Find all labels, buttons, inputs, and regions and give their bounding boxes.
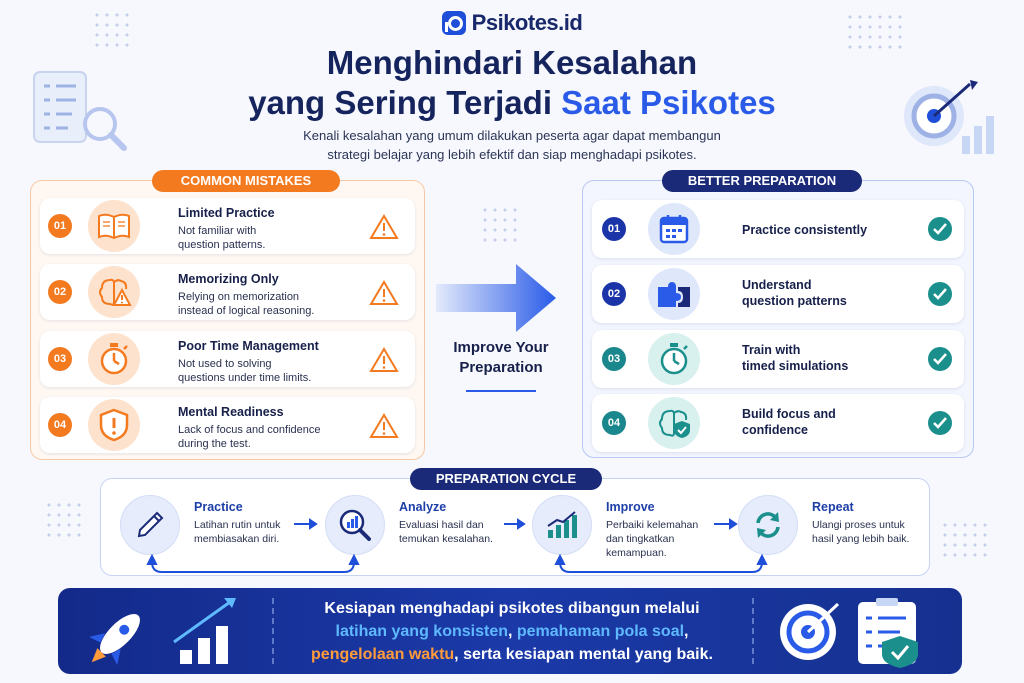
better-card: [592, 200, 964, 258]
subtitle: [232, 126, 792, 164]
cycle-step-title: Repeat: [812, 500, 854, 514]
banner-divider: [752, 598, 754, 664]
brain-warning-icon: [88, 266, 140, 318]
mistake-desc-line: Not familiar with: [178, 225, 257, 237]
better-card: [592, 394, 964, 452]
stopwatch-icon: [88, 333, 140, 385]
better-line: Train with: [742, 343, 801, 357]
check-icon: [928, 282, 952, 306]
banner-message: [282, 597, 742, 666]
better-text: [742, 222, 867, 238]
target-clipboard-icon: [774, 596, 944, 668]
page-title-line1: Menghindari Kesalahan: [326, 44, 698, 81]
improve-line1: Improve Your: [453, 339, 549, 356]
mistake-desc-line: question patterns.: [178, 239, 266, 251]
banner-line3: [282, 643, 742, 666]
brand: [0, 8, 1024, 38]
mistake-card: [40, 331, 415, 387]
mistake-title: Mental Readiness: [178, 405, 284, 419]
subtitle-line2: strategi belajar yang lebih efektif dan siap menghadapi psikotes.: [327, 147, 697, 162]
mistake-card: [40, 264, 415, 320]
book-icon: [88, 200, 140, 252]
banner-tail: , serta kesiapan mental yang baik.: [454, 646, 713, 663]
mistake-desc-line: during the test.: [178, 438, 251, 450]
better-text: [742, 277, 847, 309]
mistake-card: [40, 397, 415, 453]
cycle-desc-line: hasil yang lebih baik.: [812, 533, 910, 545]
better-number: 03: [602, 347, 626, 371]
page-title-part: yang Sering Terjadi: [248, 84, 552, 121]
mistake-description: [178, 290, 314, 318]
better-card: [592, 330, 964, 388]
mistake-card: [40, 198, 415, 254]
banner-line1: Kesiapan menghadapi psikotes dibangun melalui: [324, 600, 700, 617]
mistake-title: Memorizing Only: [178, 272, 279, 286]
page-title-highlight: Saat Psikotes: [561, 84, 776, 121]
mistake-description: [178, 224, 265, 252]
mistake-desc-line: instead of logical reasoning.: [178, 305, 315, 317]
warning-icon: [369, 413, 399, 439]
check-icon: [928, 411, 952, 435]
cycle-desc-line: Perbaiki kelemahan: [606, 519, 699, 531]
cycle-arrows: [100, 500, 930, 580]
cycle-desc-line: Latihan rutin untuk: [194, 519, 281, 531]
better-number: 01: [602, 217, 626, 241]
banner-highlight-patterns: pemahaman pola soal: [516, 623, 685, 640]
better-line: Practice consistently: [742, 223, 868, 237]
preparation-cycle-label: PREPARATION CYCLE: [410, 468, 602, 490]
dot-pattern: [480, 205, 520, 245]
mistake-number: 04: [48, 413, 72, 437]
better-line: question patterns: [742, 294, 847, 308]
calendar-icon: [648, 203, 700, 255]
cycle-step-title: Practice: [194, 500, 243, 514]
better-line: Build focus and: [742, 407, 836, 421]
subtitle-line1: Kenali kesalahan yang umum dilakukan peserta agar dapat membangun: [303, 128, 721, 143]
brand-name: Psikotes.id: [471, 10, 583, 35]
arrow-right-icon: [436, 262, 556, 336]
mistake-description: [178, 423, 320, 451]
cycle-desc-line: dan tingkatkan: [606, 533, 675, 545]
banner-separator: ,: [684, 623, 689, 640]
stopwatch-icon: [648, 333, 700, 385]
shield-alert-icon: [88, 399, 140, 451]
mistake-number: 01: [48, 214, 72, 238]
mistake-number: 02: [48, 280, 72, 304]
check-icon: [928, 347, 952, 371]
mistake-number: 03: [48, 347, 72, 371]
banner-separator: ,: [507, 623, 517, 640]
dot-pattern: [940, 520, 990, 560]
brain-shield-icon: [648, 397, 700, 449]
cycle-desc-line: membiasakan diri.: [194, 533, 280, 545]
better-number: 04: [602, 411, 626, 435]
mistake-desc-line: Lack of focus and confidence: [178, 424, 321, 436]
better-line: Understand: [742, 278, 812, 292]
better-text: [742, 406, 836, 438]
cycle-step-title: Analyze: [399, 500, 447, 514]
rocket-growth-icon: [90, 594, 260, 674]
better-preparation-label: BETTER PREPARATION: [662, 170, 862, 192]
target-bars-icon: [900, 78, 1010, 160]
banner-divider: [272, 598, 274, 664]
banner-line2: [282, 620, 742, 643]
cycle-desc-line: Ulangi proses untuk: [812, 519, 905, 531]
warning-icon: [369, 347, 399, 373]
mistake-desc-line: Not used to solving: [178, 358, 272, 370]
dot-pattern: [44, 500, 84, 540]
cycle-desc-line: temukan kesalahan.: [399, 533, 493, 545]
cycle-desc-line: kemampuan.: [606, 547, 667, 559]
page-title-line2: [0, 84, 1024, 122]
mistake-desc-line: Relying on memorization: [178, 291, 300, 303]
banner-highlight-time: pengelolaan waktu: [311, 646, 455, 663]
mistake-desc-line: questions under time limits.: [178, 372, 312, 384]
warning-icon: [369, 280, 399, 306]
common-mistakes-label: COMMON MISTAKES: [152, 170, 340, 192]
cycle-desc-line: Evaluasi hasil dan: [399, 519, 484, 531]
better-number: 02: [602, 282, 626, 306]
divider: [466, 390, 536, 392]
check-icon: [928, 217, 952, 241]
better-card: [592, 265, 964, 323]
warning-icon: [369, 214, 399, 240]
improve-preparation-text: [432, 338, 570, 378]
mistake-title: Poor Time Management: [178, 339, 319, 353]
mistake-description: [178, 357, 311, 385]
checklist-magnifier-icon: [28, 68, 138, 158]
banner-highlight-consistent: latihan yang konsisten: [335, 623, 508, 640]
brand-logo-icon: [442, 11, 466, 35]
better-line: timed simulations: [742, 359, 849, 373]
puzzle-icon: [648, 268, 700, 320]
better-text: [742, 342, 848, 374]
better-line: confidence: [742, 423, 808, 437]
cycle-step-title: Improve: [606, 500, 655, 514]
mistake-title: Limited Practice: [178, 206, 275, 220]
improve-line2: Preparation: [459, 359, 543, 376]
